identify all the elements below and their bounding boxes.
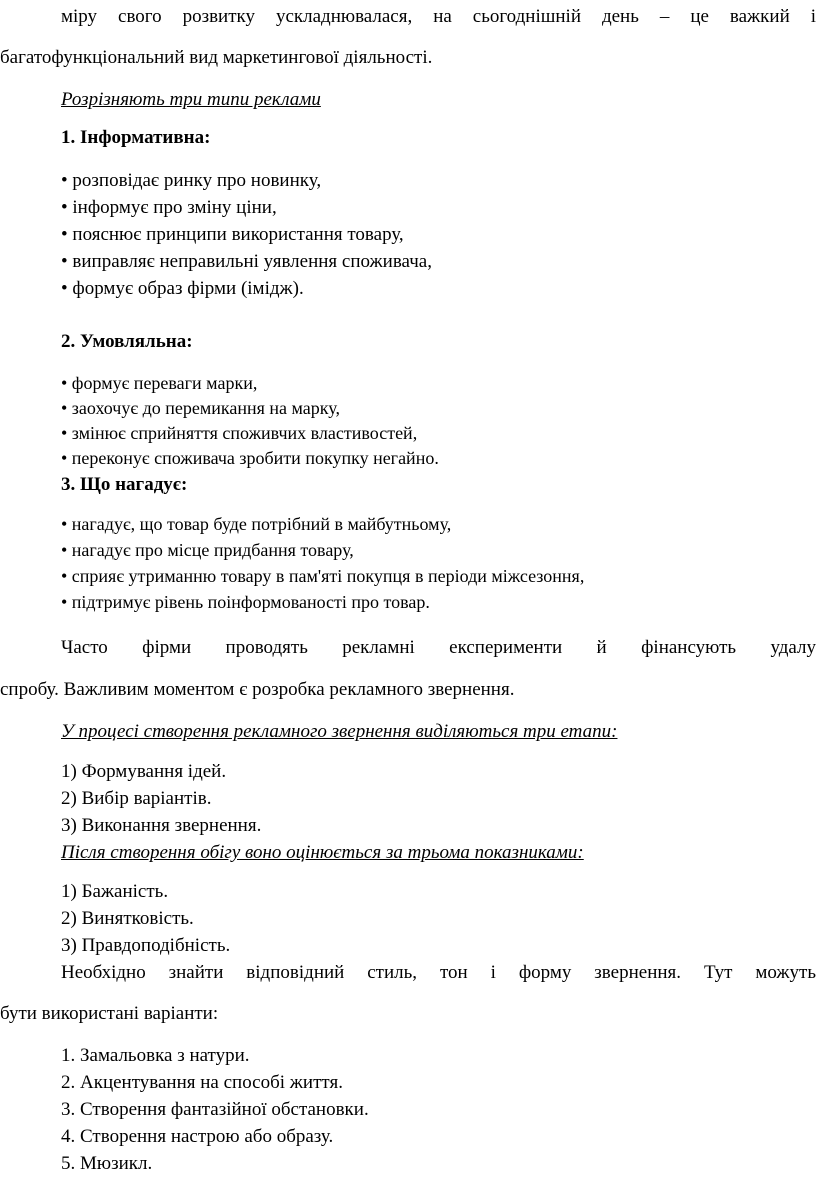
style-line-1: Необхідно знайти відповідний стиль, тон і форму звернення. Тут можуть bbox=[61, 962, 816, 983]
list-item: 1) Формування ідей. bbox=[61, 761, 227, 782]
list-item: • нагадує про місце придбання товару, bbox=[61, 540, 354, 560]
style-line-2: бути використані варіанти: bbox=[0, 1003, 219, 1024]
list-item: • нагадує, що товар буде потрібний в майбутньому, bbox=[61, 514, 452, 534]
list-item: • підтримує рівень поінформованості про товар. bbox=[61, 592, 430, 612]
list-item: • пояснює принципи використання товару, bbox=[61, 224, 404, 245]
intro-line-2: багатофункціональний вид маркетингової діяльності. bbox=[0, 47, 433, 68]
list-item: 2) Вибір варіантів. bbox=[61, 788, 212, 809]
intro-line-1: міру свого розвитку ускладнювалася, на сьогоднішній день – це важкий і bbox=[61, 6, 816, 27]
list-item: • переконує споживача зробити покупку негайно. bbox=[61, 448, 439, 468]
persuasive-title: 2. Умовляльна: bbox=[61, 331, 193, 352]
list-item: • заохочує до перемикання на марку, bbox=[61, 398, 340, 418]
list-item: • інформує про зміну ціни, bbox=[61, 197, 277, 218]
list-item: 5. Мюзикл. bbox=[61, 1153, 153, 1174]
list-item: 3. Створення фантазійної обстановки. bbox=[61, 1099, 369, 1120]
list-item: 2) Винятковість. bbox=[61, 908, 194, 929]
list-item: • змінює сприйняття споживчих властивостей, bbox=[61, 423, 418, 443]
list-item: • розповідає ринку про новинку, bbox=[61, 170, 322, 191]
reminding-title: 3. Що нагадує: bbox=[61, 474, 188, 495]
stages-heading: У процесі створення рекламного звернення виділяються три етапи: bbox=[61, 721, 618, 742]
list-item: • формує переваги марки, bbox=[61, 373, 258, 393]
eval-heading: Після створення обігу воно оцінюється за трьома показниками: bbox=[61, 842, 584, 863]
list-item: 3) Виконання звернення. bbox=[61, 815, 262, 836]
list-item: 1. Замальовка з натури. bbox=[61, 1045, 250, 1066]
list-item: • сприяє утриманню товару в пам'яті покупця в періоди міжсезоння, bbox=[61, 566, 585, 586]
list-item: 4. Створення настрою або образу. bbox=[61, 1126, 334, 1147]
list-item: • виправляє неправильні уявлення споживача, bbox=[61, 251, 432, 272]
experiments-line-2: спробу. Важливим моментом є розробка рекламного звернення. bbox=[0, 679, 515, 700]
list-item: 3) Правдоподібність. bbox=[61, 935, 231, 956]
list-item: • формує образ фірми (імідж). bbox=[61, 278, 304, 299]
informative-title: 1. Інформативна: bbox=[61, 127, 211, 148]
types-heading: Розрізняють три типи реклами bbox=[61, 89, 321, 110]
experiments-line-1: Часто фірми проводять рекламні експерименти й фінансують удалу bbox=[61, 637, 816, 658]
list-item: 2. Акцентування на способі життя. bbox=[61, 1072, 343, 1093]
list-item: 1) Бажаність. bbox=[61, 881, 169, 902]
